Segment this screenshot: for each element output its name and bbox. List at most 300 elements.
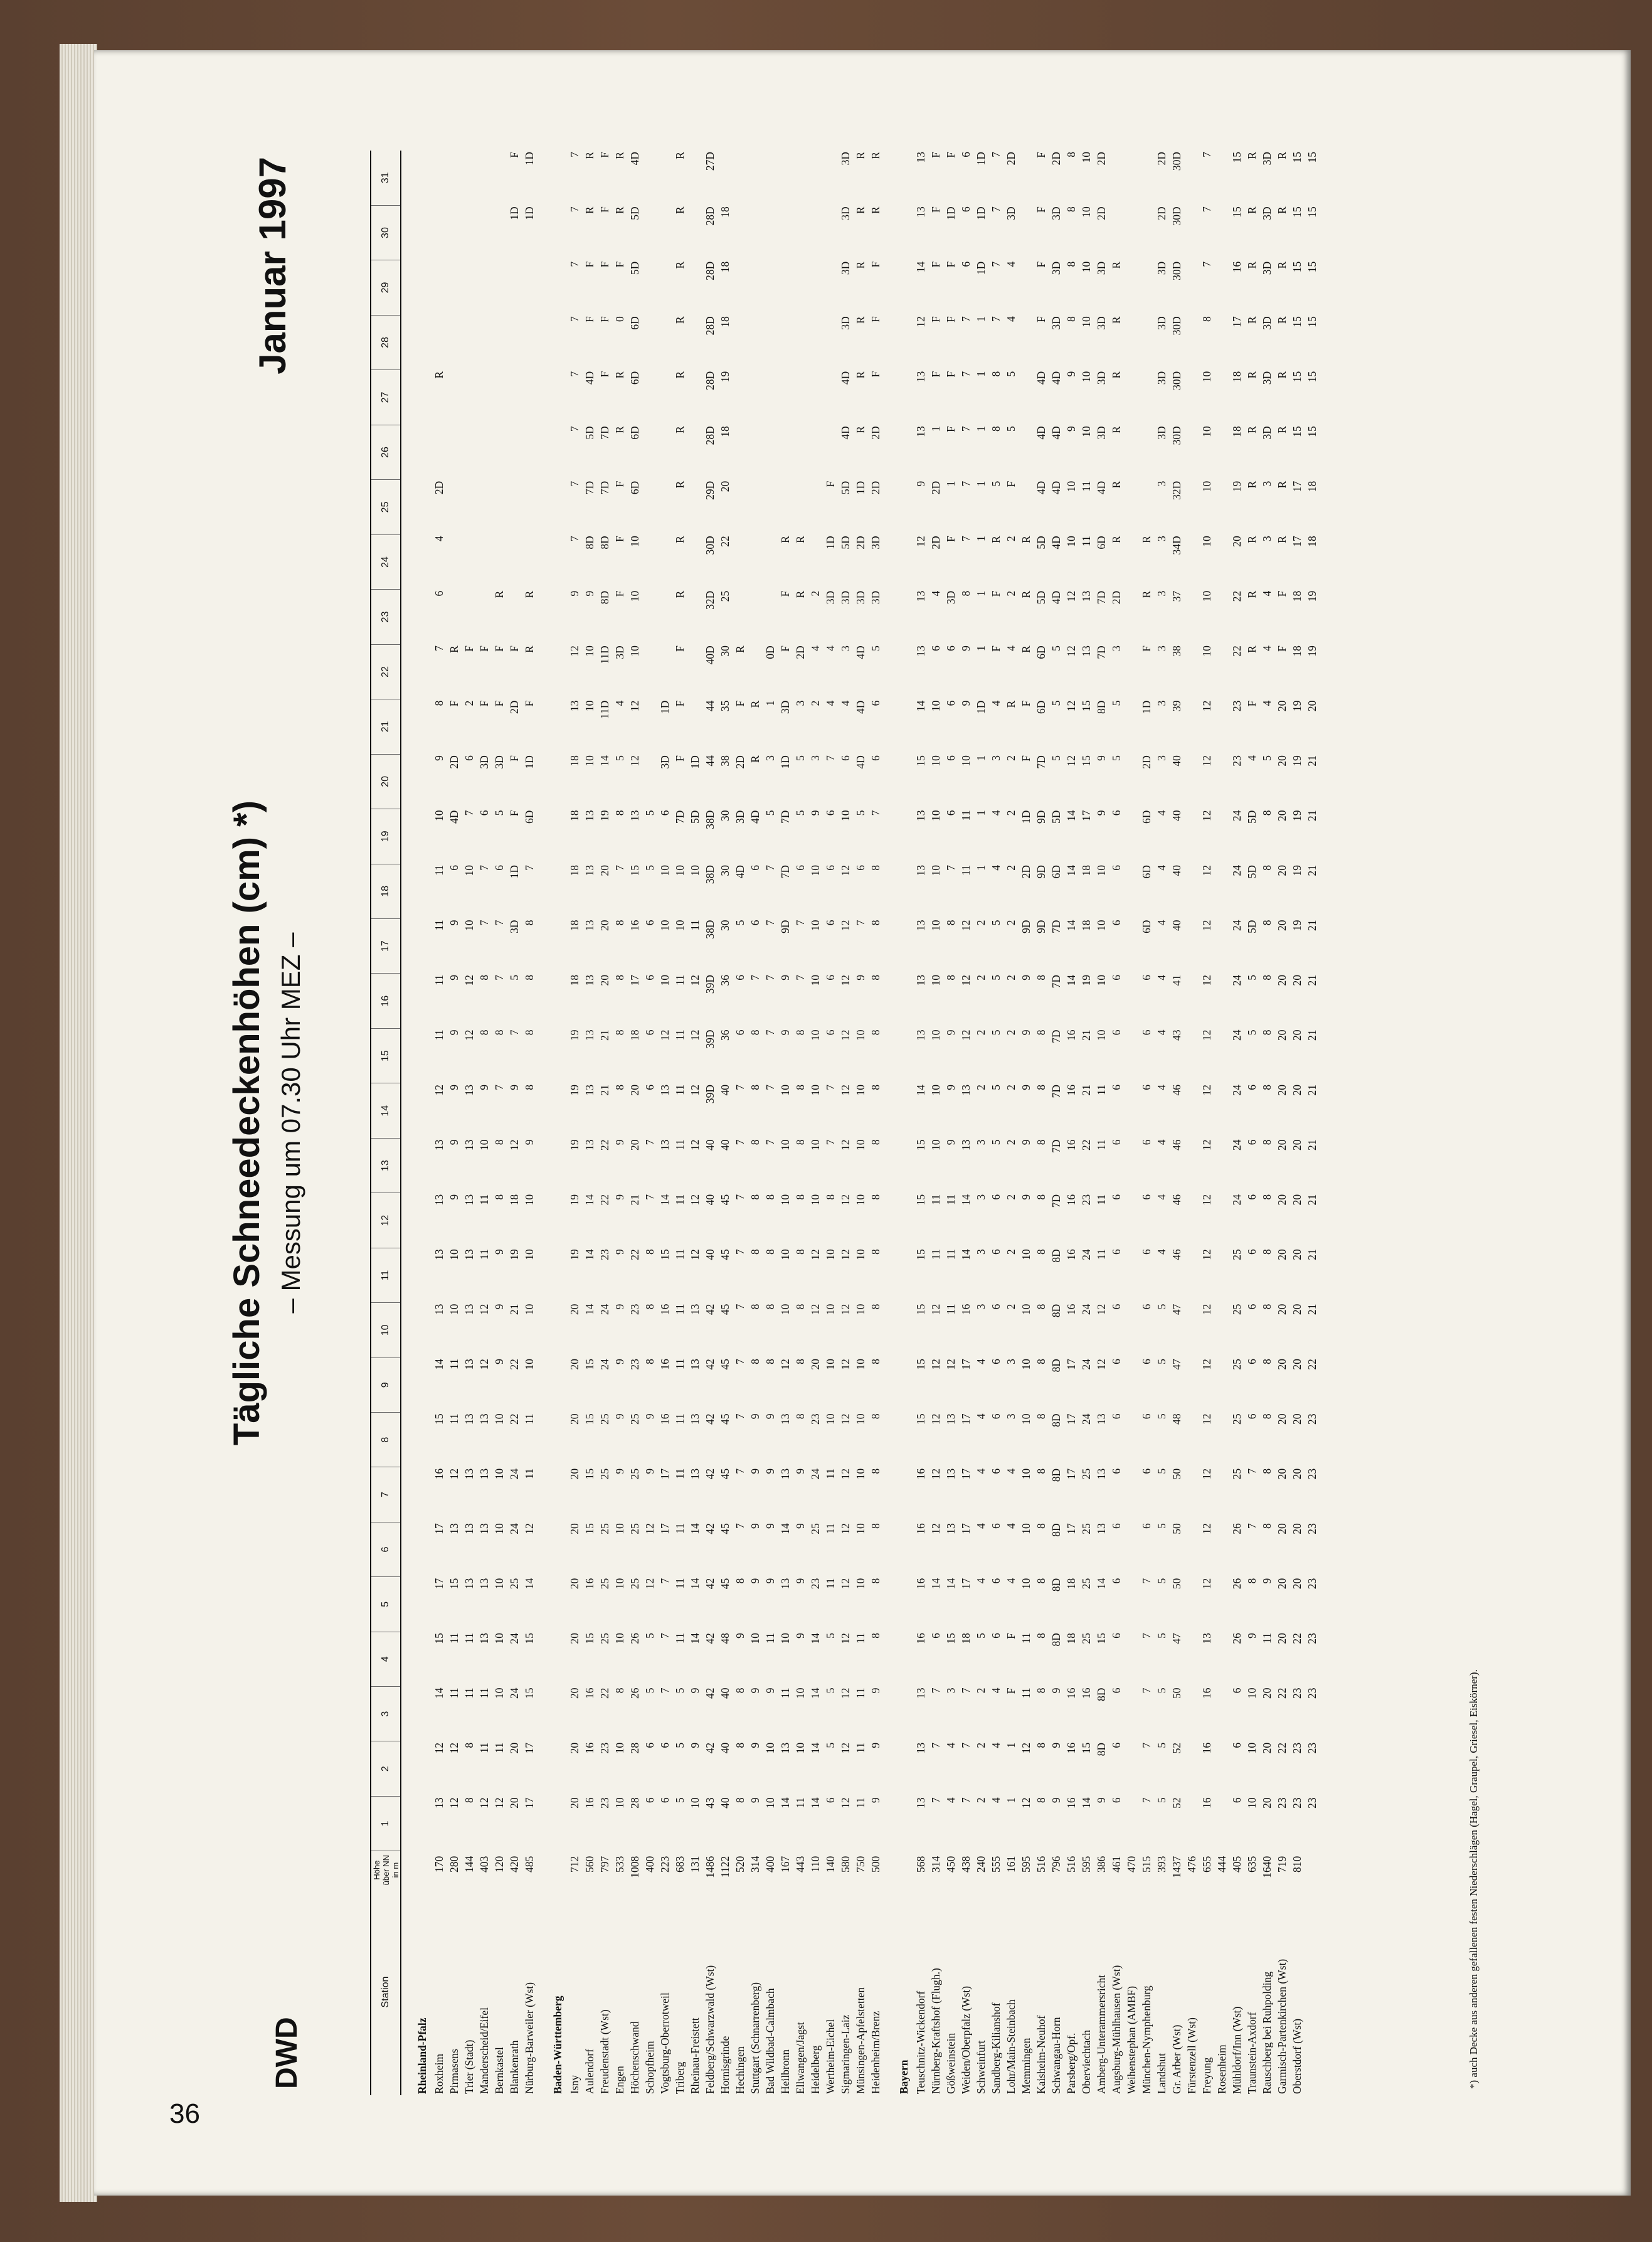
snow-depth-cell: 17 bbox=[960, 1359, 972, 1370]
snow-depth-cell: 13 bbox=[568, 700, 581, 712]
snow-depth-cell: F bbox=[523, 700, 536, 707]
snow-depth-cell: 8 bbox=[1261, 975, 1273, 980]
station-name: Oberviechtach bbox=[1080, 2029, 1093, 2094]
snow-depth-cell: 11 bbox=[854, 1687, 867, 1699]
snow-depth-cell: 8 bbox=[1261, 1468, 1273, 1474]
snow-depth-cell: 40 bbox=[719, 1084, 731, 1096]
snow-depth-cell: 5 bbox=[990, 1139, 1002, 1145]
snow-depth-cell: 11 bbox=[1020, 1687, 1032, 1699]
snow-depth-cell: 3D bbox=[839, 261, 852, 275]
snow-depth-cell: 40 bbox=[704, 1249, 716, 1260]
snow-depth-cell bbox=[1184, 1357, 1199, 1412]
snow-depth-cell: 6D bbox=[1140, 810, 1153, 824]
snow-depth-cell bbox=[1214, 1083, 1229, 1138]
snow-depth-cell: 30 bbox=[719, 865, 731, 876]
station-name: Gößweinstein bbox=[945, 2032, 957, 2094]
snow-depth-cell: 24 bbox=[508, 1687, 521, 1699]
snow-depth-cell bbox=[1109, 205, 1124, 260]
snow-depth-cell bbox=[763, 534, 778, 589]
snow-depth-cell: 8 bbox=[493, 1029, 506, 1036]
snow-depth-cell: 2D bbox=[1155, 206, 1168, 220]
snow-depth-cell: 13 bbox=[433, 1194, 445, 1206]
snow-depth-cell: 20 bbox=[568, 1687, 581, 1699]
snow-depth-cell bbox=[1109, 151, 1124, 205]
snow-depth-cell bbox=[1214, 699, 1229, 754]
snow-depth-cell: 20 bbox=[1291, 1359, 1303, 1370]
snow-depth-cell: 12 bbox=[1020, 1797, 1032, 1809]
snow-depth-cell: 1D bbox=[975, 700, 987, 715]
snow-depth-cell: 2 bbox=[975, 1797, 987, 1804]
snow-depth-cell: 20 bbox=[508, 1797, 521, 1809]
snow-depth-cell bbox=[733, 370, 748, 425]
snow-depth-cell: 20 bbox=[1291, 1523, 1303, 1534]
snow-depth-cell: 14 bbox=[914, 700, 927, 712]
station-height: 400 bbox=[764, 1856, 776, 1873]
snow-depth-cell bbox=[642, 151, 657, 205]
station-height: 516 bbox=[1065, 1856, 1078, 1873]
snow-depth-cell: 4 bbox=[1155, 865, 1168, 871]
snow-depth-cell: 7 bbox=[734, 1413, 746, 1420]
snow-depth-cell: 10 bbox=[779, 1304, 792, 1315]
snow-depth-cell: 17 bbox=[659, 1468, 671, 1480]
station-height: 131 bbox=[689, 1856, 701, 1873]
snow-depth-cell: 10 bbox=[1200, 536, 1213, 547]
snow-depth-cell: 6 bbox=[659, 1742, 671, 1748]
snow-depth-cell: 8 bbox=[764, 1304, 776, 1310]
snow-depth-cell: 7 bbox=[478, 865, 490, 871]
snow-depth-cell: 23 bbox=[809, 1413, 822, 1425]
snow-depth-cell: 28D bbox=[704, 316, 716, 336]
snow-depth-cell: 10 bbox=[433, 810, 445, 822]
snow-depth-cell: 10 bbox=[1246, 1687, 1258, 1699]
snow-depth-cell bbox=[1184, 151, 1199, 205]
snow-depth-cell: 1 bbox=[975, 590, 987, 597]
snow-depth-cell: 15 bbox=[1095, 1633, 1108, 1644]
snow-depth-cell: 15 bbox=[583, 1413, 596, 1425]
snow-depth-cell: 25 bbox=[1080, 1578, 1093, 1590]
snow-depth-cell: 2D bbox=[1005, 152, 1017, 166]
snow-depth-cell: 5 bbox=[643, 1633, 656, 1639]
snow-depth-cell: 25 bbox=[1231, 1468, 1243, 1480]
snow-depth-cell: 12 bbox=[839, 1523, 852, 1534]
snow-depth-cell: 23 bbox=[1306, 1742, 1318, 1754]
snow-depth-cell: 5 bbox=[1155, 1304, 1168, 1310]
snow-depth-cell bbox=[447, 590, 462, 644]
snow-depth-cell: 8 bbox=[869, 1578, 882, 1584]
snow-depth-cell: 6 bbox=[749, 865, 761, 871]
station-height: 438 bbox=[960, 1856, 972, 1873]
snow-depth-cell: 9 bbox=[764, 1687, 776, 1694]
snow-depth-cell: 6 bbox=[824, 1029, 837, 1036]
snow-depth-cell: 47 bbox=[1170, 1304, 1183, 1315]
snow-depth-cell: 8 bbox=[794, 1413, 807, 1420]
station-height: 420 bbox=[508, 1856, 521, 1873]
snow-depth-cell: 7 bbox=[493, 1084, 506, 1090]
group-name: Rheinland-Pfalz bbox=[416, 2017, 428, 2094]
snow-depth-cell: 10 bbox=[493, 1468, 506, 1480]
snow-depth-cell: R bbox=[1110, 261, 1123, 269]
snow-depth-cell: 7 bbox=[568, 206, 581, 213]
snow-depth-cell: 30D bbox=[1170, 261, 1183, 280]
snow-depth-cell: 15 bbox=[628, 865, 641, 876]
snow-depth-cell bbox=[733, 260, 748, 315]
snow-depth-cell: 15 bbox=[1306, 316, 1318, 327]
station-height: 1486 bbox=[704, 1856, 716, 1878]
snow-depth-cell: 11 bbox=[779, 1687, 792, 1699]
snow-depth-cell: 4D bbox=[1035, 481, 1047, 495]
snow-depth-cell bbox=[1214, 1028, 1229, 1083]
snow-depth-cell: 17 bbox=[1291, 536, 1303, 547]
snow-depth-cell: 10 bbox=[749, 1633, 761, 1644]
snow-depth-cell: 11 bbox=[448, 1687, 460, 1699]
snow-depth-cell bbox=[1124, 480, 1139, 534]
snow-depth-cell: 15 bbox=[914, 1304, 927, 1315]
snow-depth-cell: 6 bbox=[990, 1633, 1002, 1639]
snow-depth-cell: 7 bbox=[824, 1084, 837, 1090]
snow-depth-cell: 18 bbox=[719, 426, 731, 437]
snow-depth-cell: 10 bbox=[839, 810, 852, 822]
snow-depth-cell: 14 bbox=[1095, 1578, 1108, 1590]
snow-depth-cell bbox=[642, 590, 657, 644]
snow-depth-cell: 5D bbox=[1246, 810, 1258, 824]
snow-depth-cell: 10 bbox=[1020, 1304, 1032, 1315]
snow-depth-cell: 6 bbox=[929, 646, 942, 651]
snow-depth-cell: 24 bbox=[1231, 810, 1243, 822]
snow-depth-cell: 14 bbox=[598, 755, 611, 767]
station-name: Bernkastel bbox=[493, 2047, 506, 2094]
snow-depth-cell bbox=[808, 370, 823, 425]
table-row bbox=[507, 151, 522, 2095]
table-row bbox=[1259, 151, 1274, 2095]
snow-depth-cell: 6 bbox=[990, 1304, 1002, 1310]
snow-depth-cell: 8 bbox=[1261, 1084, 1273, 1090]
snow-depth-cell bbox=[778, 205, 793, 260]
snow-depth-cell: 46 bbox=[1170, 1084, 1183, 1096]
snow-depth-cell: 16 bbox=[659, 1413, 671, 1425]
snow-depth-cell: 13 bbox=[914, 1797, 927, 1809]
snow-depth-cell: 6 bbox=[1110, 1359, 1123, 1364]
snow-depth-cell: 4 bbox=[1155, 920, 1168, 926]
snow-depth-cell bbox=[432, 205, 447, 260]
snow-depth-cell: 5 bbox=[764, 810, 776, 816]
day-column-header: 7 bbox=[371, 1467, 401, 1522]
snow-depth-cell: 3D bbox=[779, 700, 792, 715]
snow-depth-cell: 47 bbox=[1170, 1633, 1183, 1644]
station-height bbox=[1305, 1851, 1320, 1889]
snow-depth-cell: R bbox=[1246, 152, 1258, 159]
snow-depth-cell: 13 bbox=[914, 1687, 927, 1699]
snow-depth-cell: 20 bbox=[568, 1304, 581, 1315]
snow-depth-cell: 5 bbox=[1155, 1633, 1168, 1639]
snow-depth-cell: 7D bbox=[1050, 1084, 1062, 1098]
snow-depth-cell: 14 bbox=[809, 1797, 822, 1809]
snow-depth-cell: 10 bbox=[493, 1578, 506, 1590]
snow-depth-cell: 9 bbox=[734, 1633, 746, 1639]
snow-depth-cell: 13 bbox=[914, 646, 927, 657]
snow-depth-cell: F bbox=[493, 700, 506, 707]
station-height: 1437 bbox=[1170, 1856, 1183, 1878]
snow-depth-cell: 9 bbox=[1020, 1194, 1032, 1200]
snow-depth-cell: 19 bbox=[1080, 975, 1093, 986]
snow-depth-cell: 3D bbox=[1261, 371, 1273, 385]
snow-depth-cell: 9D bbox=[1035, 920, 1047, 933]
snow-depth-cell: 8 bbox=[1246, 1578, 1258, 1584]
snow-depth-cell: 15 bbox=[1306, 152, 1318, 163]
snow-depth-cell: 10 bbox=[1020, 1523, 1032, 1534]
snow-depth-cell: 12 bbox=[689, 1029, 701, 1041]
snow-depth-cell: 3D bbox=[839, 590, 852, 605]
snow-depth-cell bbox=[492, 425, 507, 479]
snow-depth-cell: 16 bbox=[1200, 1687, 1213, 1699]
snow-depth-cell: 10 bbox=[854, 1413, 867, 1425]
snow-depth-cell: 30D bbox=[704, 536, 716, 555]
snow-depth-cell: 18 bbox=[1065, 1578, 1078, 1590]
snow-depth-cell: 5 bbox=[990, 1029, 1002, 1036]
snow-depth-cell: 4D bbox=[1095, 481, 1108, 495]
snow-depth-cell bbox=[1184, 754, 1199, 809]
snow-depth-cell: 25 bbox=[1231, 1249, 1243, 1260]
snow-depth-cell: F bbox=[508, 152, 521, 158]
snow-depth-cell: 15 bbox=[1291, 152, 1303, 163]
snow-depth-cell: 11 bbox=[674, 1578, 686, 1589]
snow-depth-cell bbox=[1214, 974, 1229, 1028]
snow-depth-cell: 7 bbox=[613, 865, 626, 871]
snow-depth-cell: 6 bbox=[1140, 1029, 1153, 1036]
snow-depth-cell: 4 bbox=[1261, 700, 1273, 706]
snow-depth-cell: 16 bbox=[583, 1687, 596, 1699]
snow-depth-cell: R bbox=[1110, 481, 1123, 489]
snow-depth-cell: 8 bbox=[749, 1304, 761, 1310]
snow-depth-cell: 40 bbox=[1170, 920, 1183, 932]
snow-depth-cell: 4 bbox=[1005, 1523, 1017, 1529]
snow-depth-cell: R bbox=[674, 206, 686, 214]
snow-depth-cell: 10 bbox=[674, 920, 686, 932]
snow-depth-cell: 1D bbox=[523, 152, 536, 166]
snow-depth-cell: 11 bbox=[945, 1194, 957, 1205]
snow-depth-cell: 3D bbox=[869, 536, 882, 550]
snow-depth-cell: R bbox=[1005, 700, 1017, 708]
snow-depth-cell: 24 bbox=[508, 1633, 521, 1644]
snow-depth-cell: 20 bbox=[1261, 1797, 1273, 1809]
snow-depth-cell bbox=[642, 370, 657, 425]
snow-depth-cell: 21 bbox=[1306, 1084, 1318, 1096]
snow-depth-cell: 15 bbox=[1291, 316, 1303, 327]
snow-depth-cell: 18 bbox=[719, 316, 731, 327]
snow-depth-cell: 15 bbox=[1291, 261, 1303, 273]
snow-depth-cell: 8 bbox=[1200, 316, 1213, 322]
snow-depth-cell: 7 bbox=[643, 1194, 656, 1200]
snow-depth-cell: F bbox=[945, 426, 957, 432]
snow-depth-cell: F bbox=[674, 755, 686, 762]
snow-depth-cell: 20 bbox=[1306, 700, 1318, 712]
table-row bbox=[958, 151, 973, 2095]
snow-depth-cell: 45 bbox=[719, 1578, 731, 1590]
snow-depth-cell: 10 bbox=[854, 1084, 867, 1096]
snow-depth-cell: R bbox=[674, 261, 686, 269]
snow-depth-cell bbox=[1124, 534, 1139, 589]
snow-depth-cell: 5 bbox=[1155, 1468, 1168, 1474]
snow-depth-cell bbox=[1124, 260, 1139, 315]
snow-depth-cell: 11 bbox=[463, 1633, 475, 1644]
snow-depth-cell: 15 bbox=[1306, 206, 1318, 218]
snow-depth-cell: R bbox=[674, 316, 686, 324]
snow-depth-cell: 12 bbox=[914, 316, 927, 327]
station-height: 405 bbox=[1231, 1856, 1243, 1873]
snow-depth-cell: 6 bbox=[1110, 1633, 1123, 1639]
snow-depth-cell: 7 bbox=[764, 1139, 776, 1145]
snow-depth-cell: R bbox=[749, 700, 761, 708]
snow-depth-cell bbox=[477, 480, 492, 534]
snow-depth-cell bbox=[793, 151, 808, 205]
snow-depth-cell: R bbox=[1246, 590, 1258, 598]
snow-depth-cell: 4 bbox=[1155, 1249, 1168, 1255]
snow-depth-cell bbox=[477, 151, 492, 205]
snow-depth-cell: 28 bbox=[628, 1797, 641, 1809]
snow-depth-cell bbox=[642, 260, 657, 315]
snow-depth-cell: R bbox=[1276, 536, 1288, 543]
snow-depth-cell: 19 bbox=[1291, 865, 1303, 876]
snow-depth-cell: 10 bbox=[929, 810, 942, 822]
snow-depth-cell: R bbox=[613, 371, 626, 379]
station-height: 580 bbox=[839, 1856, 852, 1873]
snow-depth-cell: 4D bbox=[628, 152, 641, 166]
snow-depth-cell bbox=[793, 205, 808, 260]
snow-depth-cell: 13 bbox=[463, 1304, 475, 1315]
snow-depth-cell bbox=[1124, 1303, 1139, 1357]
snow-depth-cell: 9 bbox=[945, 1084, 957, 1090]
snow-depth-cell: 24 bbox=[508, 1523, 521, 1534]
snow-depth-cell: 15 bbox=[523, 1687, 536, 1699]
snow-depth-cell: 4D bbox=[1035, 371, 1047, 385]
snow-depth-cell: 11 bbox=[824, 1468, 837, 1479]
snow-depth-cell bbox=[462, 151, 477, 205]
snow-depth-cell: 20 bbox=[568, 1413, 581, 1425]
snow-depth-cell: 11 bbox=[674, 1359, 686, 1369]
snow-depth-cell: 45 bbox=[719, 1249, 731, 1260]
snow-depth-cell: 3D bbox=[1261, 426, 1273, 440]
snow-depth-cell: 12 bbox=[929, 1359, 942, 1370]
snow-depth-cell: 3 bbox=[1110, 646, 1123, 651]
snow-depth-cell: 9 bbox=[794, 1578, 807, 1584]
snow-depth-cell: 6D bbox=[1050, 865, 1062, 879]
snow-depth-cell: 8 bbox=[493, 1139, 506, 1145]
station-name: Lohr/Main-Steinbach bbox=[1005, 1999, 1017, 2094]
snow-depth-cell: R bbox=[854, 261, 867, 269]
snow-depth-cell bbox=[1124, 1687, 1139, 1741]
snow-depth-cell: 9 bbox=[448, 920, 460, 926]
station-name: Kaisheim-Neuhof bbox=[1035, 2015, 1047, 2094]
day-column-header: 22 bbox=[371, 644, 401, 699]
snow-depth-cell: 13 bbox=[914, 920, 927, 932]
snow-depth-cell: 10 bbox=[674, 865, 686, 876]
snow-depth-cell bbox=[657, 151, 672, 205]
snow-depth-cell: 9D bbox=[1035, 865, 1047, 879]
snow-depth-cell: 7 bbox=[764, 1084, 776, 1090]
snow-depth-cell: R bbox=[1276, 371, 1288, 379]
station-height: 223 bbox=[659, 1856, 671, 1873]
snow-depth-cell: 3D bbox=[1005, 206, 1017, 220]
snow-depth-cell: 10 bbox=[809, 1029, 822, 1041]
snow-depth-cell: 1 bbox=[975, 316, 987, 322]
snow-depth-cell: 22 bbox=[719, 536, 731, 547]
snow-depth-cell: 8 bbox=[869, 1468, 882, 1474]
snow-depth-cell bbox=[1139, 205, 1154, 260]
snow-depth-cell: 3D bbox=[493, 755, 506, 769]
snow-depth-cell: 3D bbox=[1261, 206, 1273, 220]
station-name: Nürnberg-Kraftshof (Flugh.) bbox=[929, 1968, 942, 2094]
snow-depth-cell: 20 bbox=[1291, 1413, 1303, 1425]
snow-depth-cell: 6 bbox=[824, 975, 837, 980]
snow-depth-cell: 11 bbox=[433, 865, 445, 876]
table-row bbox=[748, 151, 763, 2095]
snow-depth-cell: 13 bbox=[463, 1249, 475, 1260]
snow-depth-cell: 6 bbox=[1231, 1687, 1243, 1694]
snow-depth-cell: 37 bbox=[1170, 590, 1183, 602]
snow-depth-cell: 10 bbox=[1020, 1249, 1032, 1260]
snow-depth-cell: 11 bbox=[674, 1304, 686, 1315]
snow-depth-cell: 10 bbox=[854, 1304, 867, 1315]
snow-depth-cell: 6 bbox=[659, 810, 671, 816]
height-column-header: Höhe über NN in m bbox=[371, 1851, 401, 1889]
snow-depth-cell bbox=[733, 425, 748, 479]
snow-depth-cell bbox=[1184, 1303, 1199, 1357]
station-height: 797 bbox=[598, 1856, 611, 1873]
snow-depth-cell: 11 bbox=[1261, 1633, 1273, 1644]
snow-depth-cell: 16 bbox=[659, 1304, 671, 1315]
station-name: Heidelberg bbox=[809, 2045, 822, 2094]
snow-depth-cell: 8 bbox=[824, 1194, 837, 1200]
snow-depth-cell: 10 bbox=[1080, 316, 1093, 327]
snow-depth-cell: 9 bbox=[869, 1797, 882, 1804]
snow-depth-cell bbox=[1124, 1248, 1139, 1302]
snow-depth-cell bbox=[477, 370, 492, 425]
snow-depth-cell: 10 bbox=[1095, 975, 1108, 986]
snow-depth-cell bbox=[687, 370, 702, 425]
snow-depth-cell: 9 bbox=[1050, 1742, 1062, 1748]
snow-depth-cell bbox=[733, 534, 748, 589]
snow-depth-cell: 10 bbox=[1200, 646, 1213, 657]
snow-depth-cell: 2 bbox=[1005, 865, 1017, 871]
snow-depth-cell: 8 bbox=[1035, 1413, 1047, 1420]
snow-depth-cell bbox=[642, 205, 657, 260]
snow-depth-cell: 13 bbox=[1095, 1523, 1108, 1534]
snow-depth-cell: R bbox=[1246, 426, 1258, 433]
snow-depth-cell: 14 bbox=[960, 1249, 972, 1260]
snow-depth-cell: 17 bbox=[628, 975, 641, 986]
snow-depth-cell bbox=[1214, 1467, 1229, 1522]
snow-depth-cell: 11 bbox=[674, 1633, 686, 1644]
snow-depth-cell: 9 bbox=[448, 1139, 460, 1145]
snow-depth-cell: 12 bbox=[1200, 1413, 1213, 1425]
snow-depth-cell: 9 bbox=[764, 1523, 776, 1529]
snow-depth-cell: 45 bbox=[719, 1194, 731, 1206]
snow-depth-cell: 11 bbox=[478, 1194, 490, 1205]
snow-depth-cell: 13 bbox=[779, 1578, 792, 1590]
snow-depth-cell: 20 bbox=[1291, 1029, 1303, 1041]
station-height: 1122 bbox=[719, 1856, 731, 1878]
snow-depth-cell: 43 bbox=[704, 1797, 716, 1809]
snow-depth-cell: 6 bbox=[1110, 1578, 1123, 1584]
snow-depth-cell: 8 bbox=[794, 1194, 807, 1200]
snow-depth-cell: 4D bbox=[1035, 426, 1047, 440]
snow-depth-cell: R bbox=[613, 152, 626, 159]
snow-depth-cell: 12 bbox=[960, 1029, 972, 1041]
snow-depth-cell: 40 bbox=[1170, 810, 1183, 822]
table-row bbox=[1064, 151, 1079, 2095]
snow-depth-cell: 7 bbox=[568, 536, 581, 541]
snow-depth-cell: 13 bbox=[463, 1413, 475, 1425]
snow-depth-cell: 11 bbox=[1020, 1633, 1032, 1644]
